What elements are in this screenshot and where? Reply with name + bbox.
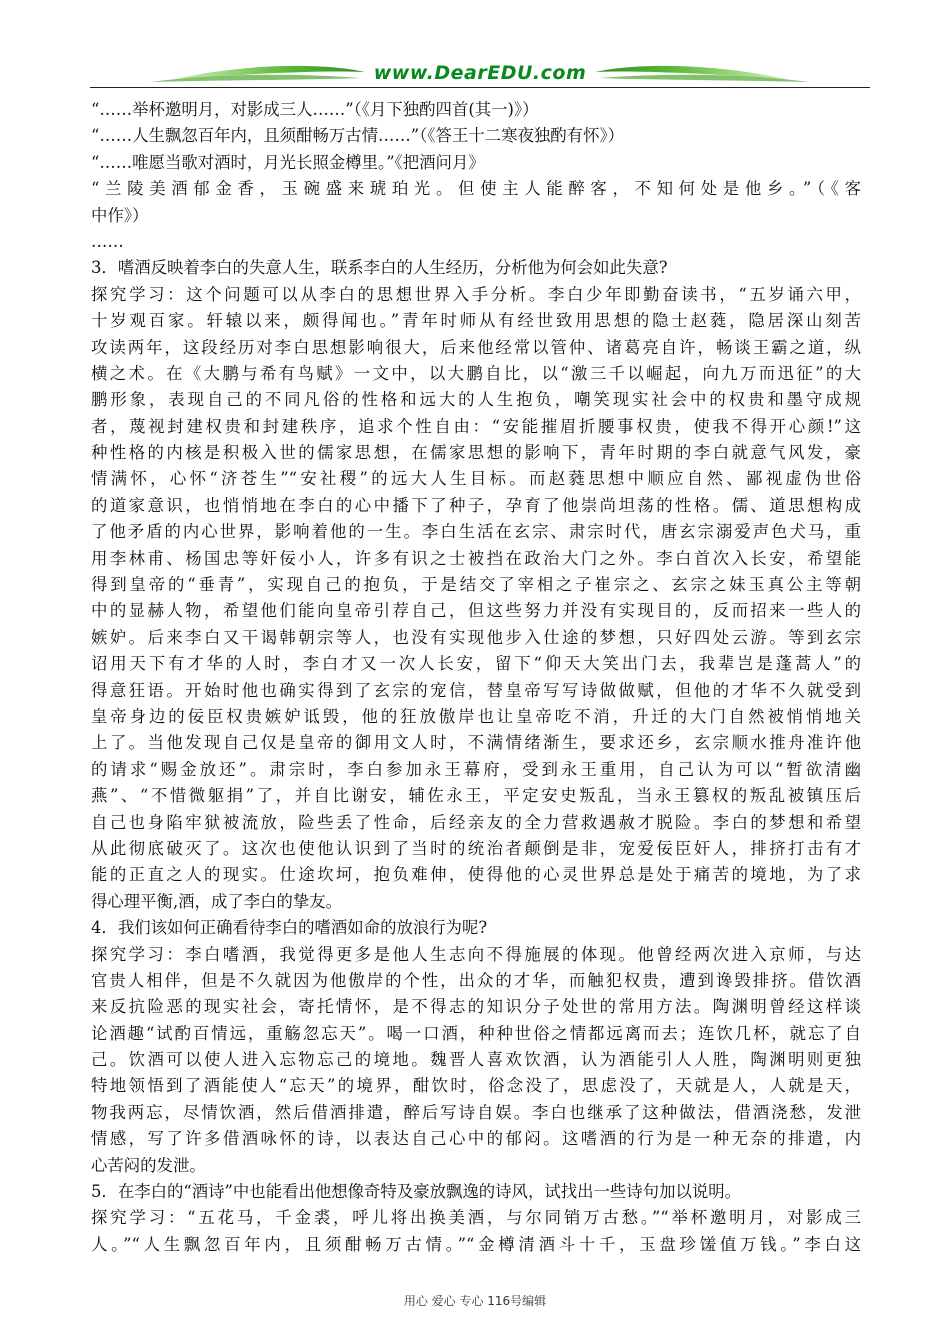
text-line: 5．在李白的“酒诗”中也能看出他想像奇特及豪放飘逸的诗风，试找出一些诗句加以说明。 bbox=[91, 1182, 742, 1202]
text-line: 探究学习：李白嗜酒，我觉得更多是他人生志向不得施展的体现。他曾经两次进入京师，与达 bbox=[91, 944, 861, 964]
text-line: 3．嗜酒反映着李白的失意人生，联系李白的人生经历，分析他为何会如此失意? bbox=[91, 258, 668, 278]
text-line: 十岁观百家。轩辕以来，颇得闻也。”青年时师从有经世致用思想的隐士赵蕤，隐居深山刻苦 bbox=[91, 311, 861, 331]
text-line: 攻读两年，这段经历对李白思想影响很大，后来他经常以管仲、诸葛亮自许，畅谈王霸之道，纵 bbox=[91, 337, 861, 357]
text-line: 情感，写了许多借酒咏怀的诗，以表达自己心中的郁闷。这嗜酒的行为是一种无奈的排遣，内 bbox=[91, 1129, 861, 1149]
text-line: 上了。当他发现自己仅是皇帝的御用文人时，不满情绪渐生，要求还乡，玄宗顺水推舟准许他 bbox=[91, 733, 861, 753]
text-line: 嫉妒。后来李白又干谒韩朝宗等人，也没有实现他步入仕途的梦想，只好四处云游。等到玄宗 bbox=[91, 627, 861, 647]
text-line: 探究学习：“五花马，千金裘，呼儿将出换美酒，与尔同销万古愁。”“举杯邀明月，对影成三 bbox=[91, 1208, 861, 1228]
text-line: 诏用天下有才华的人时，李白才又一次人长安，留下“仰天大笑出门去，我辈岂是蓬蒿人”的 bbox=[91, 654, 861, 674]
text-line: …… bbox=[91, 231, 124, 251]
site-logo: www.DearEDU.com bbox=[373, 62, 587, 84]
text-line: “……人生飘忽百年内，且须酣畅万古情……”（《答王十二寒夜独酌有怀》） bbox=[91, 126, 625, 146]
page-header bbox=[90, 58, 870, 94]
text-line: 了他矛盾的内心世界，影响着他的一生。李白生活在玄宗、肃宗时代，唐玄宗溺爱声色犬马，重 bbox=[91, 522, 861, 542]
text-line: “……唯愿当歌对酒时，月光长照金樽里。”《把酒问月》 bbox=[91, 152, 485, 172]
text-line: 中的显赫人物，希望他们能向皇帝引荐自己，但这些努力并没有实现目的，反而招来一些人的 bbox=[91, 601, 861, 621]
document-body bbox=[91, 97, 861, 1258]
text-line: 者，蔑视封建权贵和封建秩序，追求个性自由：“安能摧眉折腰事权贵，使我不得开心颜!”这 bbox=[91, 416, 861, 436]
text-line: 心苦闷的发泄。 bbox=[91, 1155, 206, 1175]
text-line: 自己也身陷牢狱被流放，险些丢了性命，后经亲友的全力营救遇赦才脱险。李白的梦想和希望 bbox=[91, 812, 861, 832]
text-line: 探究学习：这个问题可以从李白的思想世界入手分析。李白少年即勤奋读书，“五岁诵六甲， bbox=[91, 284, 861, 304]
text-line: 来反抗险恶的现实社会，寄托情怀，是不得志的知识分子处世的常用方法。陶渊明曾经这样谈 bbox=[91, 997, 861, 1017]
text-line: 横之术。在《大鹏与希有鸟赋》一文中，以大鹏自比，以“激三千以崛起，向九万而迅征”的大 bbox=[91, 363, 861, 383]
text-line: 能的正直之人的现实。仕途坎坷，抱负难伸，使得他的心灵世界总是处于痛苦的境地，为了求 bbox=[91, 865, 861, 885]
text-line: 得意狂语。开始时他也确实得到了玄宗的宠信，替皇帝写写诗做做赋，但他的才华不久就受到 bbox=[91, 680, 861, 700]
text-line: 燕”、“不惜微躯捐”了，并自比谢安，辅佐永王，平定安史叛乱，当永王篡权的叛乱被镇压后 bbox=[91, 786, 861, 806]
text-line: 鹏形象，表现自己的不同凡俗的性格和远大的人生抱负，嘲笑现实社会中的权贵和墨守成规 bbox=[91, 390, 861, 410]
text-line: 4．我们该如何正确看待李白的嗜酒如命的放浪行为呢? bbox=[91, 918, 488, 938]
text-line: “……举杯邀明月，对影成三人……”（《月下独酌四首(其一)》） bbox=[91, 100, 539, 119]
text-line: 用李林甫、杨国忠等奸佞小人，许多有识之士被挡在政治大门之外。李白首次入长安，希望能 bbox=[91, 548, 861, 568]
text-line: 从此彻底破灭了。这次也使他认识到了当时的统治者颠倒是非，宠爱佞臣奸人，排挤打击有才 bbox=[91, 838, 861, 858]
text-line: 的道家意识，也悄悄地在李白的心中播下了种子，孕育了他崇尚坦荡的性格。儒、道思想构成 bbox=[91, 495, 861, 515]
text-line: 特地领悟到了酒能使人“忘天”的境界，酣饮时，俗念没了，思虑没了，天就是人，人就是天， bbox=[91, 1076, 861, 1096]
text-line: 人。”“人生飘忽百年内，且须酣畅万古情。”“金樽清酒斗十千，玉盘珍馐值万钱。”李白这 bbox=[91, 1234, 861, 1254]
text-line: 皇帝身边的佞臣权贵嫉妒诋毁，他的狂放傲岸也让皇帝吃不消，升迁的大门自然被悄悄地关 bbox=[91, 706, 861, 726]
text-line: 论酒趣“试酌百情远，重觞忽忘天”。喝一口酒，种种世俗之情都远离而去；连饮几杯，就忘了自 bbox=[91, 1023, 861, 1043]
text-line: 官贵人相伴，但是不久就因为他傲岸的个性，出众的才华，而触犯权贵，遭到谗毁排挤。借饮酒 bbox=[91, 970, 861, 990]
text-line: 得心理平衡,酒，成了李白的挚友。 bbox=[91, 891, 343, 911]
text-line: 物我两忘，尽情饮酒，然后借酒排遣，醉后写诗自娱。李白也继承了这种做法，借酒浇愁，发泄 bbox=[91, 1102, 861, 1122]
text-line: “兰陵美酒郁金香，玉碗盛来琥珀光。但使主人能醉客，不知何处是他乡。”（《客 bbox=[91, 179, 861, 199]
header-divider bbox=[90, 87, 870, 88]
text-line: 得到皇帝的“垂青”，实现自己的抱负，于是结交了宰相之子崔宗之、玄宗之妹玉真公主等朝 bbox=[91, 575, 861, 595]
page-footer: 用心 爱心 专心 116号编辑 bbox=[403, 1294, 547, 1308]
text-line: 中作》） bbox=[91, 205, 149, 225]
text-line: 己。饮酒可以使人进入忘物忘己的境地。魏晋人喜欢饮酒，认为酒能引人人胜，陶渊明则更独 bbox=[91, 1050, 861, 1070]
text-line: 的请求“赐金放还”。肃宗时，李白参加永王幕府，受到永王重用，自己认为可以“暂欲清幽 bbox=[91, 759, 861, 779]
text-line: 情满怀，心怀“济苍生”“安社稷”的远大人生目标。而赵蕤思想中顺应自然、鄙视虚伪世俗 bbox=[91, 469, 861, 489]
text-line: 种性格的内核是积极入世的儒家思想，在儒家思想的影响下，青年时期的李白就意气风发，豪 bbox=[91, 443, 861, 463]
